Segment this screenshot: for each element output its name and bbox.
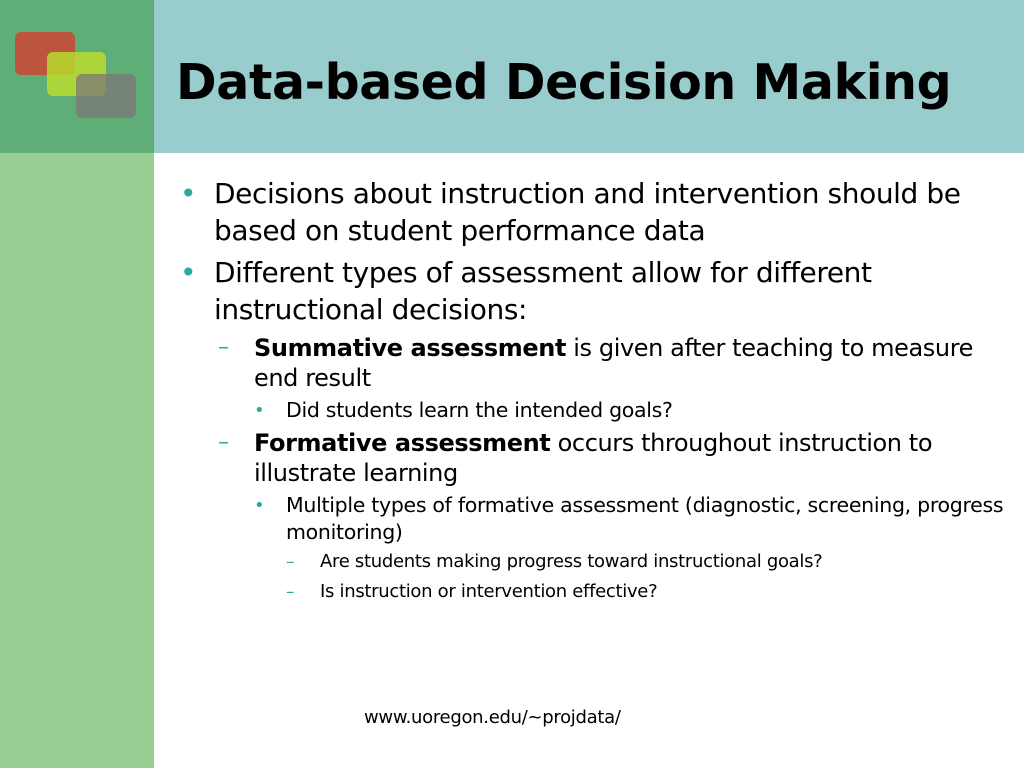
bullet-item — [180, 254, 1010, 328]
formative-sub-item — [254, 492, 1010, 546]
bullet-text: Different types of assessment allow for different instructional decisions: — [214, 256, 872, 326]
footer-url: www.uoregon.edu/~projdata/ — [364, 707, 621, 728]
dash-marker: – — [218, 335, 229, 360]
formative-item — [218, 428, 1010, 488]
summative-sub-item — [254, 397, 1010, 424]
question-text: Is instruction or intervention effective? — [320, 581, 658, 602]
dash-marker: – — [218, 430, 229, 455]
dash-marker: – — [286, 582, 295, 602]
slide-body — [180, 175, 1010, 610]
dash-marker: – — [286, 552, 295, 572]
formative-text: occurs throughout instruction to illustrate learning — [254, 429, 933, 487]
summative-text: is given after teaching to measure end result — [254, 334, 974, 392]
slide-title: Data-based Decision Making — [176, 54, 952, 111]
bullet-marker: • — [254, 495, 265, 516]
bullet-marker: • — [180, 256, 197, 289]
summative-sub-text: Did students learn the intended goals? — [286, 398, 673, 422]
bullet-marker: • — [180, 177, 197, 210]
question-item — [286, 550, 1010, 574]
summative-item — [218, 333, 1010, 393]
summative-term: Summative assessment — [254, 334, 567, 362]
question-item — [286, 580, 1010, 604]
formative-term: Formative assessment — [254, 429, 551, 457]
bullet-marker: • — [254, 400, 265, 421]
bullet-item — [180, 175, 1010, 249]
formative-sub-text: Multiple types of formative assessment (diagnostic, screening, progress monitoring) — [286, 493, 1004, 544]
logo-square-gray — [76, 74, 136, 118]
corner-block — [0, 0, 154, 153]
bullet-text: Decisions about instruction and intervention should be based on student performance data — [214, 177, 961, 247]
question-text: Are students making progress toward instructional goals? — [320, 551, 823, 572]
